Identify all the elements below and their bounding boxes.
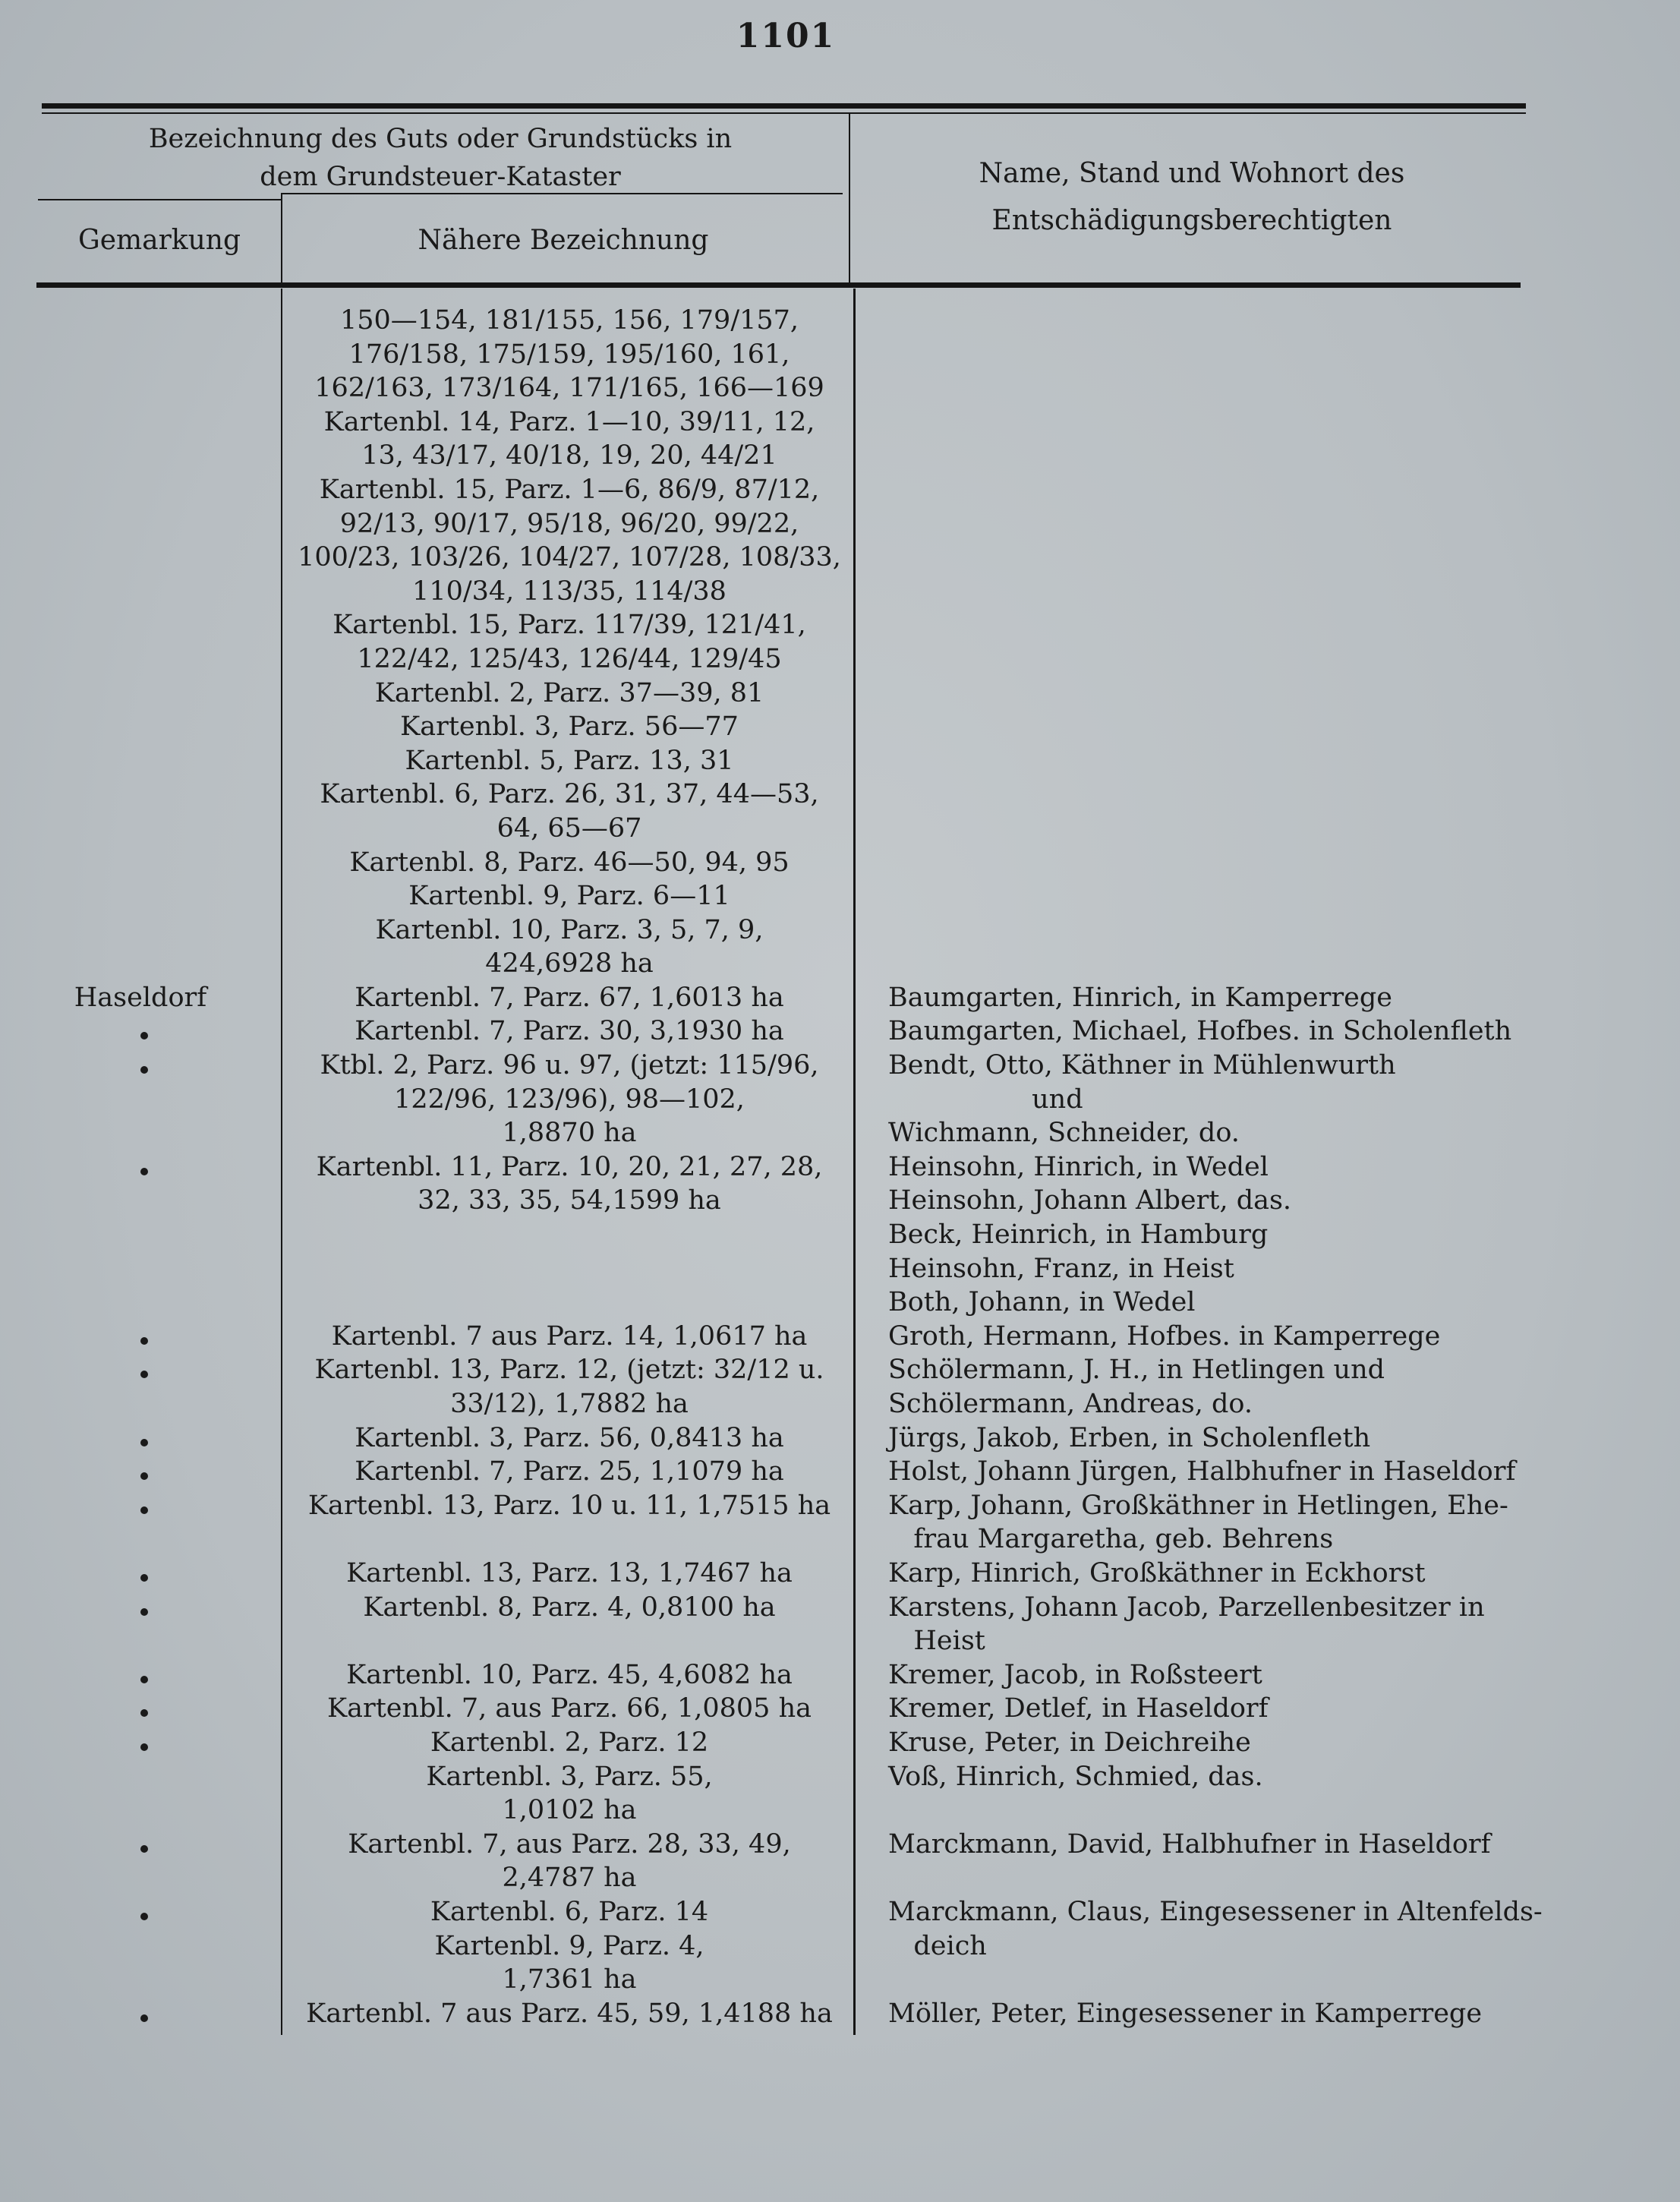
cell-berechtigter (858, 812, 1556, 846)
cell-bezeichnung: 122/96, 123/96), 98—102, (394, 1084, 745, 1115)
table-row (0, 744, 1680, 778)
table-row (0, 1726, 1680, 1760)
cell-berechtigter: Kruse, Peter, in Deichreihe (888, 1727, 1251, 1758)
cell-bezeichnung (281, 1522, 858, 1557)
cell-berechtigter: Wichmann, Schneider, do. (888, 1118, 1240, 1149)
cell-berechtigter (858, 710, 1556, 744)
cell-gemarkung (0, 677, 281, 711)
cell-berechtigter: Both, Johann, in Wedel (888, 1287, 1196, 1318)
table-row (0, 1184, 1680, 1218)
cell-gemarkung (0, 1692, 281, 1726)
table-row (0, 1692, 1680, 1726)
cell-gemarkung (0, 1726, 281, 1760)
cell-bezeichnung (281, 1624, 858, 1658)
table-row (0, 710, 1680, 744)
cell-berechtigter: Möller, Peter, Eingesessener in Kamperrege (888, 1998, 1483, 2029)
cell-berechtigter: Baumgarten, Hinrich, in Kamperrege (888, 982, 1392, 1013)
table-row (0, 1929, 1680, 1964)
top-rule-thin (42, 112, 1526, 114)
ditto-mark (140, 1337, 148, 1345)
cell-bezeichnung: Kartenbl. 6, Parz. 14 (430, 1896, 709, 1927)
cell-berechtigter: Baumgarten, Michael, Hofbes. in Scholenfleth (888, 1016, 1512, 1047)
cell-bezeichnung: 32, 33, 35, 54,1599 ha (418, 1185, 721, 1216)
table-row (0, 1861, 1680, 1895)
cell-berechtigter: Kremer, Jacob, in Roßsteert (888, 1659, 1262, 1690)
cell-bezeichnung (281, 1286, 858, 1320)
cell-bezeichnung: 100/23, 103/26, 104/27, 107/28, 108/33, (298, 542, 841, 573)
cell-bezeichnung: Kartenbl. 15, Parz. 117/39, 121/41, (333, 610, 806, 641)
cell-berechtigter (858, 575, 1556, 609)
cell-berechtigter (858, 677, 1556, 711)
table-row (0, 812, 1680, 846)
header-vrule-left (281, 194, 282, 284)
cell-bezeichnung: Ktbl. 2, Parz. 96 u. 97, (jetzt: 115/96, (320, 1050, 819, 1081)
table-row (0, 1150, 1680, 1185)
cell-bezeichnung: Kartenbl. 15, Parz. 1—6, 86/9, 87/12, (319, 474, 820, 505)
cell-bezeichnung: Kartenbl. 11, Parz. 10, 20, 21, 27, 28, (316, 1151, 823, 1182)
cell-bezeichnung: 64, 65—67 (496, 812, 642, 844)
cell-bezeichnung: 13, 43/17, 40/18, 19, 20, 44/21 (361, 440, 777, 472)
cell-bezeichnung: 122/42, 125/43, 126/44, 129/45 (357, 643, 782, 674)
ditto-mark (140, 1472, 148, 1480)
table-row (0, 1591, 1680, 1625)
cell-berechtigter (858, 947, 1556, 981)
table-row (0, 981, 1680, 1015)
table-row (0, 304, 1680, 338)
cell-bezeichnung: 150—154, 181/155, 156, 179/157, (339, 305, 799, 336)
cell-gemarkung (0, 1150, 281, 1185)
cell-bezeichnung: Kartenbl. 14, Parz. 1—10, 39/11, 12, (323, 406, 815, 437)
cell-gemarkung (0, 439, 281, 473)
table-row (0, 1963, 1680, 1997)
table-row (0, 1083, 1680, 1117)
cell-gemarkung (0, 371, 281, 405)
cell-berechtigter: Marckmann, David, Halbhufner in Haseldorf (888, 1828, 1491, 1860)
cell-bezeichnung: Kartenbl. 13, Parz. 12, (jetzt: 32/12 u. (314, 1355, 824, 1386)
cell-berechtigter (858, 439, 1556, 473)
cell-berechtigter: Marckmann, Claus, Eingesessener in Altenfelds- (888, 1896, 1543, 1927)
cell-berechtigter: Voß, Hinrich, Schmied, das. (888, 1761, 1263, 1792)
ditto-mark (140, 1371, 148, 1378)
cell-gemarkung (0, 879, 281, 913)
cell-gemarkung (0, 913, 281, 948)
cell-bezeichnung: Kartenbl. 10, Parz. 3, 5, 7, 9, (375, 914, 764, 945)
cell-berechtigter: Heist (888, 1626, 985, 1657)
cell-gemarkung (0, 1455, 281, 1489)
cell-berechtigter (858, 405, 1556, 440)
cell-gemarkung (0, 812, 281, 846)
cell-berechtigter (858, 1793, 1556, 1828)
ditto-mark (140, 1439, 148, 1446)
header-col-gemarkung: Gemarkung (77, 225, 241, 256)
ditto-mark (140, 1709, 148, 1717)
table-row (0, 1658, 1680, 1693)
cell-bezeichnung: Kartenbl. 2, Parz. 37—39, 81 (374, 677, 764, 708)
cell-gemarkung (0, 1184, 281, 1218)
cell-bezeichnung: Kartenbl. 8, Parz. 46—50, 94, 95 (349, 847, 790, 878)
cell-bezeichnung: 1,7361 ha (502, 1964, 637, 1995)
cell-bezeichnung: Kartenbl. 7 aus Parz. 45, 59, 1,4188 ha (306, 1998, 833, 2029)
table-row (0, 1049, 1680, 1083)
table-row (0, 1828, 1680, 1862)
table-row (0, 642, 1680, 677)
ditto-mark (140, 1608, 148, 1616)
cell-berechtigter (858, 642, 1556, 677)
ditto-mark (140, 1574, 148, 1582)
table-row (0, 846, 1680, 880)
cell-bezeichnung: Kartenbl. 8, Parz. 4, 0,8100 ha (363, 1592, 776, 1623)
cell-bezeichnung: Kartenbl. 3, Parz. 55, (426, 1761, 713, 1792)
cell-gemarkung (0, 541, 281, 575)
cell-gemarkung (0, 1014, 281, 1049)
cell-gemarkung (0, 1286, 281, 1320)
top-rule (42, 103, 1526, 109)
table-row (0, 473, 1680, 507)
cell-gemarkung (0, 1624, 281, 1658)
cell-bezeichnung: 92/13, 90/17, 95/18, 96/20, 99/22, (339, 508, 799, 539)
cell-bezeichnung: Kartenbl. 5, Parz. 13, 31 (405, 745, 734, 776)
cell-bezeichnung: Kartenbl. 13, Parz. 13, 1,7467 ha (346, 1557, 793, 1588)
cell-berechtigter (858, 338, 1556, 372)
header-bottom-rule (36, 282, 1521, 288)
table-row (0, 1793, 1680, 1828)
cell-berechtigter: und (888, 1084, 1083, 1115)
table-row (0, 1624, 1680, 1658)
cell-berechtigter: Karp, Hinrich, Großkäthner in Eckhorst (888, 1557, 1426, 1588)
table-row (0, 1997, 1680, 2031)
ditto-mark (140, 1066, 148, 1074)
header-col-bezeichnung: Nähere Bezeichnung (418, 225, 709, 256)
cell-bezeichnung: 33/12), 1,7882 ha (450, 1389, 689, 1419)
cell-bezeichnung: 176/158, 175/159, 195/160, 161, (348, 339, 790, 370)
header-col-name-line1: Name, Stand und Wohnort des (979, 158, 1405, 189)
cell-gemarkung (0, 1353, 281, 1387)
table-row (0, 405, 1680, 440)
cell-berechtigter: Holst, Johann Jürgen, Halbhufner in Haseldorf (888, 1456, 1516, 1487)
table-row (0, 1353, 1680, 1387)
ditto-mark (140, 1913, 148, 1920)
cell-berechtigter (858, 371, 1556, 405)
cell-bezeichnung (281, 1252, 858, 1286)
cell-berechtigter (858, 879, 1556, 913)
cell-gemarkung (0, 1320, 281, 1354)
ditto-mark (140, 1845, 148, 1853)
cell-gemarkung (0, 1997, 281, 2031)
table-row (0, 541, 1680, 575)
cell-gemarkung (0, 1760, 281, 1794)
cell-gemarkung (0, 1116, 281, 1150)
cell-gemarkung (0, 1421, 281, 1456)
table-row (0, 1522, 1680, 1557)
cell-bezeichnung: Kartenbl. 2, Parz. 12 (430, 1727, 709, 1758)
ditto-mark (140, 1676, 148, 1683)
cell-bezeichnung: Kartenbl. 7, aus Parz. 66, 1,0805 ha (327, 1693, 812, 1724)
table-row (0, 1455, 1680, 1489)
cell-berechtigter (858, 473, 1556, 507)
cell-bezeichnung: Kartenbl. 9, Parz. 4, (434, 1930, 704, 1961)
table-row (0, 1760, 1680, 1794)
table-row (0, 608, 1680, 642)
header-group-title-line1: Bezeichnung des Guts oder Grundstücks in (148, 124, 733, 154)
cell-gemarkung (0, 304, 281, 338)
cell-gemarkung (0, 1252, 281, 1286)
cell-berechtigter: Jürgs, Jakob, Erben, in Scholenfleth (888, 1422, 1371, 1453)
table-row (0, 575, 1680, 609)
ditto-mark (140, 1506, 148, 1514)
cell-bezeichnung: 2,4787 ha (502, 1863, 637, 1894)
table-row (0, 1421, 1680, 1456)
table-row (0, 879, 1680, 913)
cell-berechtigter: Heinsohn, Johann Albert, das. (888, 1185, 1292, 1216)
cell-bezeichnung: Kartenbl. 3, Parz. 56, 0,8413 ha (355, 1422, 784, 1453)
cell-bezeichnung: Kartenbl. 7, Parz. 25, 1,1079 ha (355, 1456, 784, 1487)
cell-bezeichnung: Kartenbl. 3, Parz. 56—77 (400, 711, 739, 743)
cell-berechtigter: Beck, Heinrich, in Hamburg (888, 1219, 1269, 1251)
table-row (0, 371, 1680, 405)
table-row (0, 1116, 1680, 1150)
cell-bezeichnung: 110/34, 113/35, 114/38 (412, 576, 727, 607)
cell-gemarkung (0, 1387, 281, 1421)
cell-berechtigter: Heinsohn, Hinrich, in Wedel (888, 1151, 1269, 1182)
cell-gemarkung (0, 1828, 281, 1862)
cell-gemarkung (0, 778, 281, 812)
cell-berechtigter (858, 913, 1556, 948)
cell-gemarkung (0, 1049, 281, 1083)
header-col-name-line2: Entschädigungsberechtigten (991, 205, 1392, 236)
cell-gemarkung (0, 608, 281, 642)
cell-gemarkung (0, 1557, 281, 1591)
cell-bezeichnung: Kartenbl. 7, Parz. 30, 3,1930 ha (355, 1016, 784, 1047)
cell-gemarkung (0, 575, 281, 609)
cell-berechtigter (858, 1861, 1556, 1895)
cell-gemarkung (0, 1522, 281, 1557)
cell-gemarkung (0, 846, 281, 880)
header-hrule-col1 (38, 199, 281, 200)
cell-gemarkung (0, 744, 281, 778)
cell-bezeichnung: 162/163, 173/164, 171/165, 166—169 (314, 373, 824, 404)
table-row (0, 778, 1680, 812)
cell-berechtigter: Bendt, Otto, Käthner in Mühlenwurth (888, 1050, 1396, 1081)
cell-berechtigter: Groth, Hermann, Hofbes. in Kamperrege (888, 1320, 1441, 1352)
cell-bezeichnung: Kartenbl. 13, Parz. 10 u. 11, 1,7515 ha (307, 1490, 831, 1521)
cell-berechtigter (858, 1963, 1556, 1997)
cell-bezeichnung: Kartenbl. 10, Parz. 45, 4,6082 ha (346, 1659, 793, 1690)
cell-gemarkung (0, 1591, 281, 1625)
cell-bezeichnung: Kartenbl. 7, Parz. 67, 1,6013 ha (355, 982, 784, 1013)
table-row (0, 439, 1680, 473)
cell-gemarkung (0, 507, 281, 541)
table-row (0, 507, 1680, 541)
table-row (0, 947, 1680, 981)
header-vrule-right (849, 114, 850, 282)
cell-gemarkung (0, 473, 281, 507)
table-row (0, 1387, 1680, 1421)
cell-berechtigter: Karstens, Johann Jacob, Parzellenbesitzer in (888, 1592, 1485, 1623)
table-row (0, 1218, 1680, 1252)
table-row (0, 1320, 1680, 1354)
table-row (0, 1252, 1680, 1286)
table-row (0, 913, 1680, 948)
table-row (0, 1895, 1680, 1929)
cell-bezeichnung: Kartenbl. 6, Parz. 26, 31, 37, 44—53, (320, 779, 819, 810)
cell-bezeichnung: Kartenbl. 7 aus Parz. 14, 1,0617 ha (331, 1320, 808, 1352)
cell-gemarkung (0, 1083, 281, 1117)
cell-berechtigter (858, 778, 1556, 812)
table-row (0, 1489, 1680, 1523)
cell-berechtigter: deich (888, 1930, 987, 1961)
table-row (0, 1014, 1680, 1049)
cell-gemarkung: Haseldorf (74, 982, 207, 1013)
cell-gemarkung (0, 405, 281, 440)
cell-gemarkung (0, 947, 281, 981)
table-row (0, 1286, 1680, 1320)
cell-gemarkung (0, 1793, 281, 1828)
cell-berechtigter: frau Margaretha, geb. Behrens (888, 1524, 1334, 1555)
table-row (0, 677, 1680, 711)
cell-bezeichnung: 1,8870 ha (502, 1118, 637, 1149)
ditto-mark (140, 1168, 148, 1175)
ditto-mark (140, 2014, 148, 2022)
cell-gemarkung (0, 1895, 281, 1929)
cell-berechtigter (858, 846, 1556, 880)
page-number: 1101 (736, 17, 836, 55)
cell-berechtigter: Schölermann, J. H., in Hetlingen und (888, 1355, 1385, 1386)
cell-bezeichnung: 424,6928 ha (485, 948, 654, 980)
cell-berechtigter (858, 744, 1556, 778)
cell-gemarkung (0, 1658, 281, 1693)
table-row (0, 338, 1680, 372)
cell-gemarkung (0, 1861, 281, 1895)
cell-gemarkung (0, 338, 281, 372)
table-body (0, 304, 1680, 2030)
header-group-title (46, 120, 835, 196)
cell-berechtigter: Schölermann, Andreas, do. (888, 1389, 1253, 1419)
cell-berechtigter (858, 608, 1556, 642)
header-group-underline (281, 193, 843, 194)
ditto-mark (140, 1743, 148, 1751)
cell-berechtigter: Heinsohn, Franz, in Heist (888, 1253, 1234, 1284)
cell-gemarkung (0, 642, 281, 677)
header-col-name (850, 150, 1533, 244)
cell-berechtigter (858, 507, 1556, 541)
cell-berechtigter (858, 541, 1556, 575)
cell-bezeichnung (281, 1218, 858, 1252)
cell-bezeichnung: Kartenbl. 9, Parz. 6—11 (408, 881, 730, 912)
cell-gemarkung (0, 1218, 281, 1252)
table-row (0, 1557, 1680, 1591)
cell-berechtigter: Karp, Johann, Großkäthner in Hetlingen, Ehe- (888, 1490, 1508, 1521)
cell-gemarkung (0, 1489, 281, 1523)
cell-bezeichnung: Kartenbl. 7, aus Parz. 28, 33, 49, (348, 1828, 791, 1860)
cell-berechtigter (858, 304, 1556, 338)
cell-bezeichnung: 1,0102 ha (502, 1795, 637, 1826)
cell-gemarkung (0, 710, 281, 744)
cell-gemarkung (0, 1929, 281, 1964)
cell-gemarkung (0, 1963, 281, 1997)
ditto-mark (140, 1032, 148, 1039)
cell-berechtigter: Kremer, Detlef, in Haseldorf (888, 1693, 1269, 1724)
header-group-title-line2: dem Grundsteuer-Kataster (260, 162, 621, 192)
